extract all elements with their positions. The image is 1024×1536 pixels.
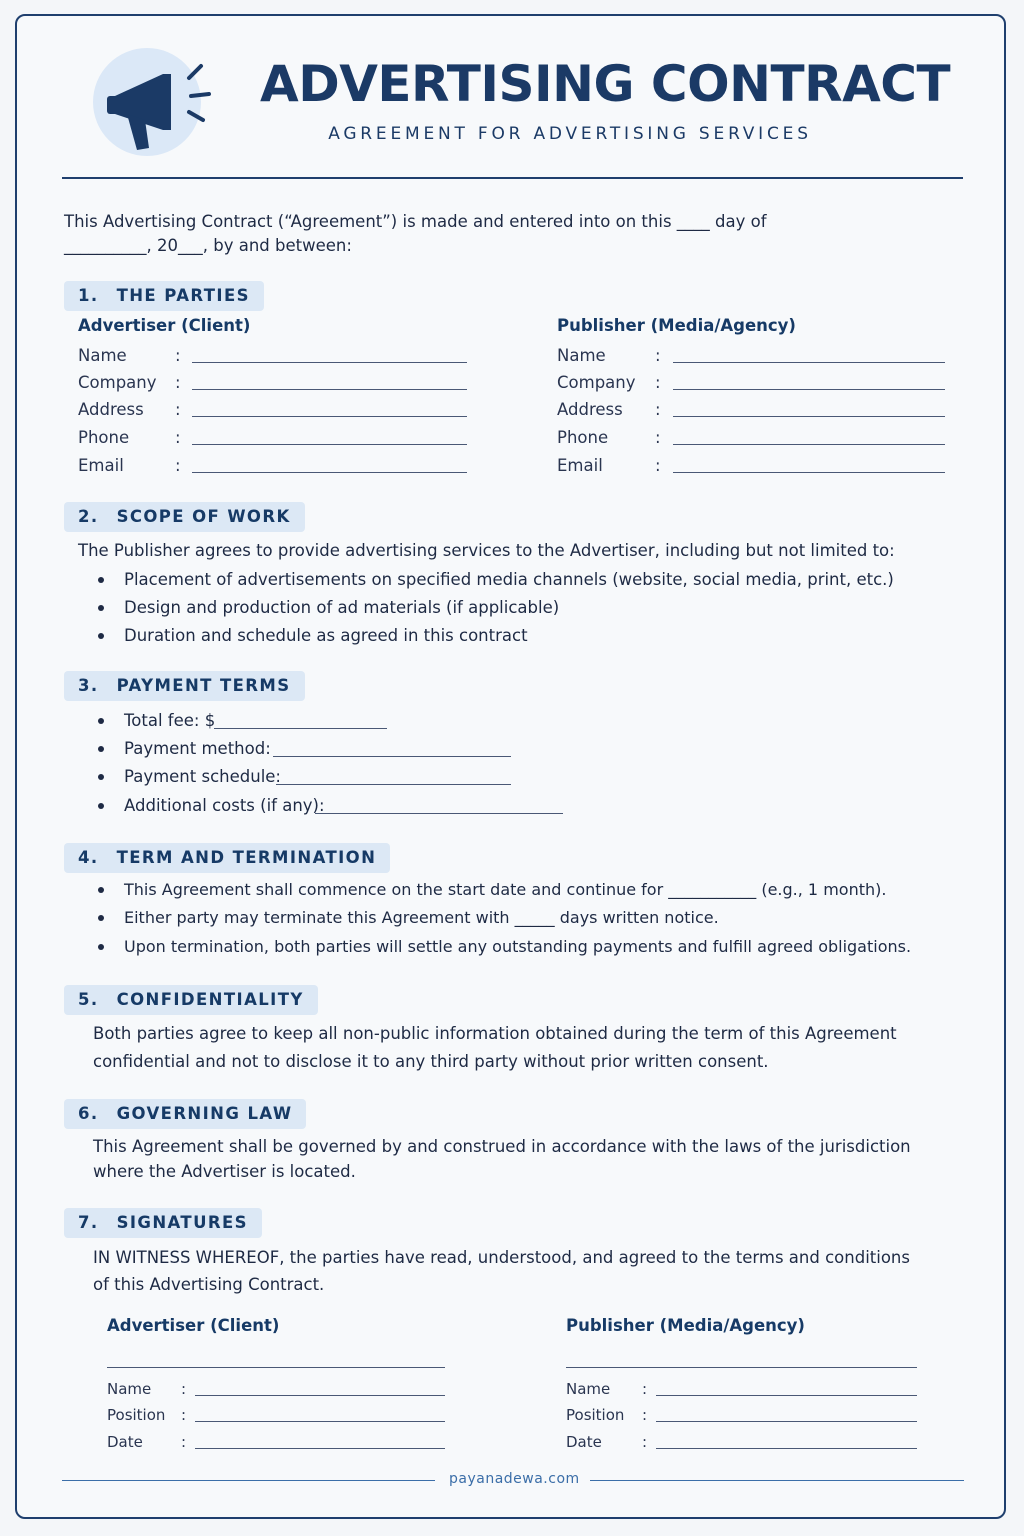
bullet <box>98 746 104 752</box>
advertiser-name-label: Name <box>78 346 127 365</box>
colon: : <box>181 1380 187 1398</box>
advertiser-email-label: Email <box>78 456 124 475</box>
publisher-email-label: Email <box>557 456 603 475</box>
bullet <box>98 915 104 921</box>
advertiser-phone-label: Phone <box>78 428 130 447</box>
scope-item: Duration and schedule as agreed in this contract <box>124 626 528 645</box>
section-number: 4. <box>78 848 99 867</box>
advertiser-sign-date-field[interactable] <box>195 1448 445 1449</box>
advertiser-company-field[interactable] <box>192 389 467 390</box>
advertiser-sign-position-field[interactable] <box>195 1421 445 1422</box>
section-number: 6. <box>78 1104 99 1123</box>
document-subtitle: AGREEMENT FOR ADVERTISING SERVICES <box>328 124 812 144</box>
bullet <box>98 774 104 780</box>
section-title: THE PARTIES <box>116 286 250 305</box>
signatures-line-1: IN WITNESS WHEREOF, the parties have read, understood, and agreed to the terms and conditions <box>93 1248 910 1267</box>
section-title: CONFIDENTIALITY <box>116 990 304 1009</box>
publisher-email-field[interactable] <box>673 472 945 473</box>
footer-rule-right <box>590 1480 964 1481</box>
advertiser-sign-date-label: Date <box>107 1433 143 1451</box>
colon: : <box>175 373 181 392</box>
additional-costs-field[interactable] <box>315 813 563 814</box>
section-title: SIGNATURES <box>116 1213 248 1232</box>
colon: : <box>181 1406 187 1424</box>
bullet <box>98 718 104 724</box>
publisher-company-field[interactable] <box>673 389 945 390</box>
section-heading-confidentiality <box>64 985 318 1015</box>
publisher-sign-date-label: Date <box>566 1433 602 1451</box>
section-heading-governing-law <box>64 1099 306 1129</box>
publisher-sign-position-field[interactable] <box>656 1421 917 1422</box>
advertiser-heading: Advertiser (Client) <box>78 316 251 335</box>
publisher-address-field[interactable] <box>673 416 945 417</box>
section-number: 7. <box>78 1213 99 1232</box>
scope-intro: The Publisher agrees to provide advertising services to the Advertiser, including but not limited to: <box>78 541 895 560</box>
additional-costs-label: Additional costs (if any): <box>124 796 325 815</box>
publisher-sign-date-field[interactable] <box>656 1448 917 1449</box>
section-heading-parties <box>64 281 264 311</box>
section-title: SCOPE OF WORK <box>116 507 291 526</box>
advertiser-address-field[interactable] <box>192 416 467 417</box>
scope-item: Placement of advertisements on specified media channels (website, social media, print, etc.) <box>124 570 894 589</box>
colon: : <box>655 400 661 419</box>
advertiser-name-field[interactable] <box>192 362 467 363</box>
publisher-name-field[interactable] <box>673 362 945 363</box>
colon: : <box>642 1433 648 1451</box>
colon: : <box>642 1406 648 1424</box>
payment-method-field[interactable] <box>273 756 511 757</box>
publisher-address-label: Address <box>557 400 623 419</box>
colon: : <box>175 400 181 419</box>
colon: : <box>181 1433 187 1451</box>
bullet <box>98 633 104 639</box>
colon: : <box>175 456 181 475</box>
scope-item: Design and production of ad materials (if applicable) <box>124 598 560 617</box>
colon: : <box>175 428 181 447</box>
advertiser-sign-position-label: Position <box>107 1406 166 1424</box>
colon: : <box>655 373 661 392</box>
colon: : <box>655 456 661 475</box>
colon: : <box>655 428 661 447</box>
publisher-phone-label: Phone <box>557 428 609 447</box>
signatures-line-2: of this Advertising Contract. <box>93 1275 325 1294</box>
publisher-heading: Publisher (Media/Agency) <box>557 316 796 335</box>
law-line-2: where the Advertiser is located. <box>93 1162 356 1181</box>
publisher-sign-name-label: Name <box>566 1380 611 1398</box>
megaphone-icon <box>93 48 223 158</box>
colon: : <box>642 1380 648 1398</box>
publisher-phone-field[interactable] <box>673 444 945 445</box>
footer-website[interactable]: payanadewa.com <box>449 1471 580 1487</box>
payment-method-label: Payment method: <box>124 739 271 758</box>
term-item: Either party may terminate this Agreement with _____ days written notice. <box>124 908 719 927</box>
section-number: 1. <box>78 286 99 305</box>
confidentiality-line-2: confidential and not to disclose it to any third party without prior written consent. <box>93 1052 769 1071</box>
publisher-name-label: Name <box>557 346 606 365</box>
advertiser-phone-field[interactable] <box>192 444 467 445</box>
advertiser-sign-name-label: Name <box>107 1380 152 1398</box>
section-number: 5. <box>78 990 99 1009</box>
advertiser-address-label: Address <box>78 400 144 419</box>
payment-schedule-label: Payment schedule: <box>124 767 281 786</box>
publisher-sign-position-label: Position <box>566 1406 625 1424</box>
bullet <box>98 803 104 809</box>
intro-line-1: This Advertising Contract (“Agreement”) is made and entered into on this ____ day of <box>64 212 767 231</box>
bullet <box>98 605 104 611</box>
publisher-signature-line[interactable] <box>566 1367 917 1368</box>
section-number: 2. <box>78 507 99 526</box>
section-heading-term <box>64 843 390 873</box>
advertiser-signature-heading: Advertiser (Client) <box>107 1316 280 1335</box>
section-heading-payment <box>64 671 305 701</box>
bullet <box>98 577 104 583</box>
advertiser-sign-name-field[interactable] <box>195 1395 445 1396</box>
colon: : <box>175 346 181 365</box>
publisher-sign-name-field[interactable] <box>656 1395 917 1396</box>
header-divider <box>62 177 963 179</box>
total-fee-field[interactable] <box>214 728 387 729</box>
publisher-company-label: Company <box>557 373 636 392</box>
advertiser-signature-line[interactable] <box>107 1367 445 1368</box>
advertiser-email-field[interactable] <box>192 472 467 473</box>
section-title: PAYMENT TERMS <box>116 676 291 695</box>
section-number: 3. <box>78 676 99 695</box>
section-title: TERM AND TERMINATION <box>116 848 377 867</box>
advertiser-company-label: Company <box>78 373 157 392</box>
section-heading-signatures <box>64 1208 262 1238</box>
payment-schedule-field[interactable] <box>276 784 511 785</box>
document-title: ADVERTISING CONTRACT <box>260 55 951 113</box>
section-title: GOVERNING LAW <box>116 1104 293 1123</box>
term-item: Upon termination, both parties will settle any outstanding payments and fulfill agreed obligations. <box>124 937 912 956</box>
intro-line-2: __________, 20___, by and between: <box>64 236 352 255</box>
section-heading-scope <box>64 502 305 532</box>
term-item: This Agreement shall commence on the start date and continue for ___________ (e.g., 1 month). <box>124 880 887 899</box>
footer-rule-left <box>62 1480 435 1481</box>
law-line-1: This Agreement shall be governed by and construed in accordance with the laws of the jurisdiction <box>93 1137 911 1156</box>
confidentiality-line-1: Both parties agree to keep all non-public information obtained during the term of this Agreement <box>93 1024 897 1043</box>
payment-total-fee-label: Total fee: $ <box>124 711 216 730</box>
bullet <box>98 944 104 950</box>
publisher-signature-heading: Publisher (Media/Agency) <box>566 1316 805 1335</box>
bullet <box>98 887 104 893</box>
colon: : <box>655 346 661 365</box>
